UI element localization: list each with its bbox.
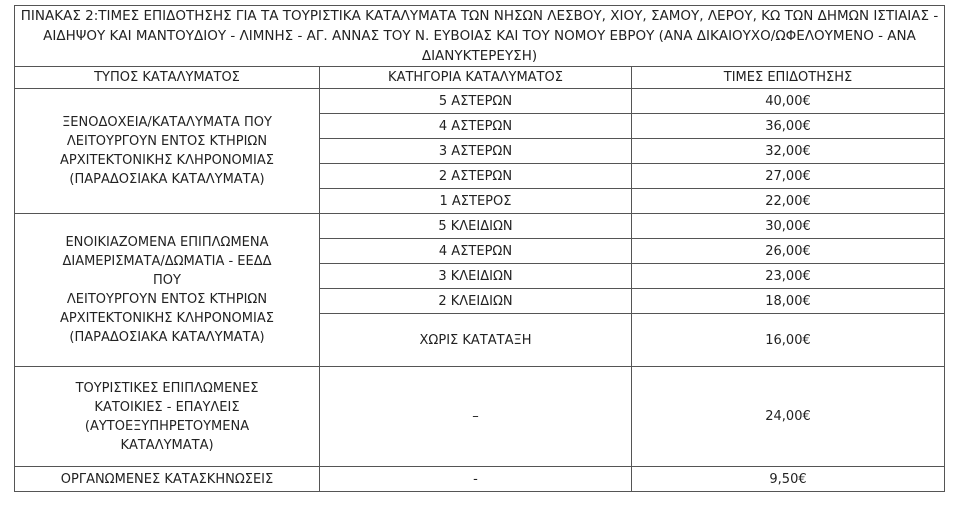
category-cell: 3 ΑΣΤΕΡΩΝ xyxy=(320,139,632,164)
table-header-row xyxy=(15,67,945,89)
category-cell: 2 ΑΣΤΕΡΩΝ xyxy=(320,164,632,189)
price-cell: 24,00€ xyxy=(632,367,945,467)
price-cell: 40,00€ xyxy=(632,89,945,114)
table-title-row xyxy=(15,6,945,67)
category-cell: 5 ΚΛΕΙΔΙΩΝ xyxy=(320,214,632,239)
category-cell: ΧΩΡΙΣ ΚΑΤΑΤΑΞΗ xyxy=(320,314,632,367)
price-cell: 9,50€ xyxy=(632,467,945,492)
price-cell: 36,00€ xyxy=(632,114,945,139)
table-title: ΠΙΝΑΚΑΣ 2:ΤΙΜΕΣ ΕΠΙΔΟΤΗΣΗΣ ΓΙΑ ΤΑ ΤΟΥΡΙΣΤΙΚΑ ΚΑΤΑΛΥΜΑΤΑ ΤΩΝ ΝΗΣΩΝ ΛΕΣΒΟΥ, ΧΙΟΥ, ΣΑΜΟΥ, ΛΕΡΟΥ, ΚΩ ΤΩΝ ΔΗΜΩΝ ΙΣΤΙΑΙΑΣ - ΑΙΔΗΨΟΥ ΚΑΙ ΜΑΝΤΟΥΔΙΟΥ - ΛΙΜΝΗΣ - ΑΓ. ΑΝΝΑΣ ΤΟΥ Ν. ΕΥΒΟΙΑΣ ΚΑΙ ΤΟΥ ΝΟΜΟΥ ΕΒΡΟΥ (ΑΝΑ ΔΙΚΑΙΟΥΧΟ/ΩΦΕΛΟΥΜΕΝΟ - ΑΝΑ ΔΙΑΝΥΚΤΕΡΕΥΣΗ) xyxy=(15,6,945,67)
category-cell: – xyxy=(320,367,632,467)
table-row xyxy=(15,367,945,467)
category-cell: 3 ΚΛΕΙΔΙΩΝ xyxy=(320,264,632,289)
price-cell: 18,00€ xyxy=(632,289,945,314)
table-row xyxy=(15,467,945,492)
header-price: ΤΙΜΕΣ ΕΠΙΔΟΤΗΣΗΣ xyxy=(632,67,945,89)
category-cell: 5 ΑΣΤΕΡΩΝ xyxy=(320,89,632,114)
price-cell: 32,00€ xyxy=(632,139,945,164)
accommodation-type-cell: ΤΟΥΡΙΣΤΙΚΕΣ ΕΠΙΠΛΩΜΕΝΕΣ ΚΑΤΟΙΚΙΕΣ - ΕΠΑΥΛΕΙΣ (ΑΥΤΟΕΞΥΠΗΡΕΤΟΥΜΕΝΑ ΚΑΤΑΛΥΜΑΤΑ) xyxy=(15,367,320,467)
category-cell: 4 ΑΣΤΕΡΩΝ xyxy=(320,114,632,139)
price-cell: 27,00€ xyxy=(632,164,945,189)
category-cell: - xyxy=(320,467,632,492)
header-type: ΤΥΠΟΣ ΚΑΤΑΛΥΜΑΤΟΣ xyxy=(15,67,320,89)
price-cell: 16,00€ xyxy=(632,314,945,367)
header-category: ΚΑΤΗΓΟΡΙΑ ΚΑΤΑΛΥΜΑΤΟΣ xyxy=(320,67,632,89)
category-cell: 2 ΚΛΕΙΔΙΩΝ xyxy=(320,289,632,314)
accommodation-type-cell: ΕΝΟΙΚΙΑΖΟΜΕΝΑ ΕΠΙΠΛΩΜΕΝΑ ΔΙΑΜΕΡΙΣΜΑΤΑ/ΔΩΜΑΤΙΑ - ΕΕΔΔ ΠΟΥ ΛΕΙΤΟΥΡΓΟΥΝ ΕΝΤΟΣ ΚΤΗΡΙΩΝ ΑΡΧΙΤΕΚΤΟΝΙΚΗΣ ΚΛΗΡΟΝΟΜΙΑΣ (ΠΑΡΑΔΟΣΙΑΚΑ ΚΑΤΑΛΥΜΑΤΑ) xyxy=(15,214,320,367)
category-cell: 1 ΑΣΤΕΡΟΣ xyxy=(320,189,632,214)
price-cell: 22,00€ xyxy=(632,189,945,214)
subsidy-table xyxy=(14,5,945,492)
accommodation-type-cell: ΟΡΓΑΝΩΜΕΝΕΣ ΚΑΤΑΣΚΗΝΩΣΕΙΣ xyxy=(15,467,320,492)
price-cell: 26,00€ xyxy=(632,239,945,264)
price-cell: 30,00€ xyxy=(632,214,945,239)
table-row xyxy=(15,214,945,239)
accommodation-type-cell: ΞΕΝΟΔΟΧΕΙΑ/ΚΑΤΑΛΥΜΑΤΑ ΠΟΥ ΛΕΙΤΟΥΡΓΟΥΝ ΕΝΤΟΣ ΚΤΗΡΙΩΝ ΑΡΧΙΤΕΚΤΟΝΙΚΗΣ ΚΛΗΡΟΝΟΜΙΑΣ (ΠΑΡΑΔΟΣΙΑΚΑ ΚΑΤΑΛΥΜΑΤΑ) xyxy=(15,89,320,214)
price-cell: 23,00€ xyxy=(632,264,945,289)
category-cell: 4 ΑΣΤΕΡΩΝ xyxy=(320,239,632,264)
table-row xyxy=(15,89,945,114)
